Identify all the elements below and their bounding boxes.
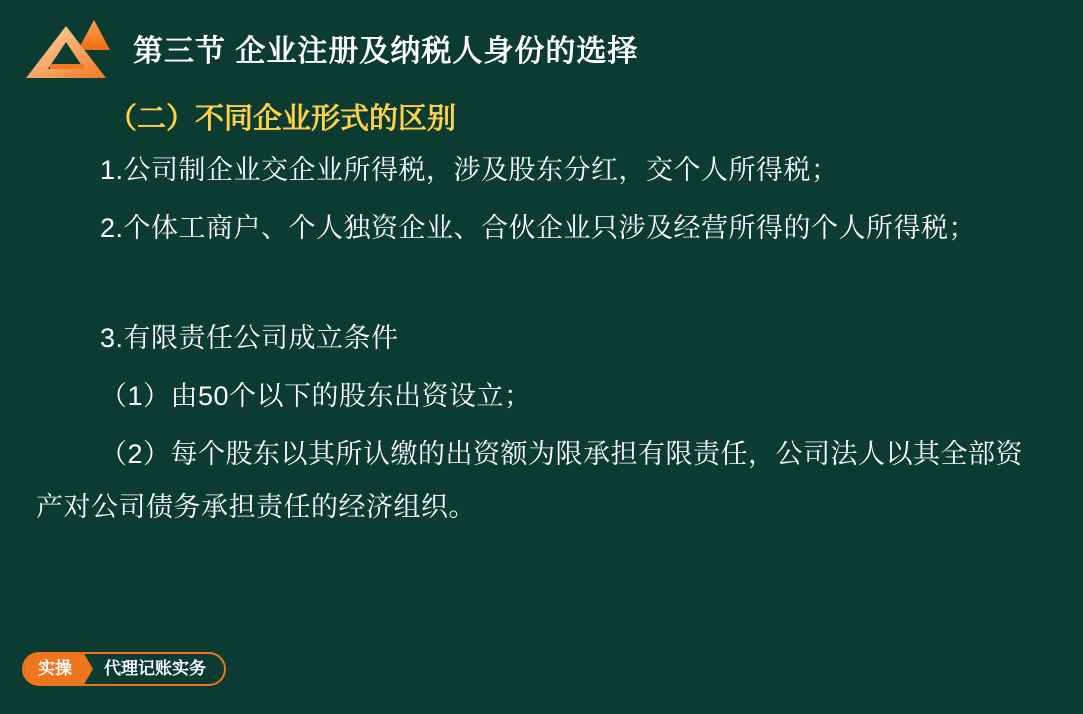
body-paragraph-2: 2.个体工商户、个人独资企业、合伙企业只涉及经营所得的个人所得税； — [100, 213, 977, 243]
badge-primary-label: 实操 — [24, 652, 84, 686]
triangle-mountain-logo-icon — [22, 16, 118, 86]
course-badge — [22, 652, 226, 686]
body-paragraph-4: （1）由50个以下的股东出资设立； — [100, 381, 532, 411]
slide-footer — [22, 652, 226, 686]
body-paragraph-1: 1.公司制企业交企业所得税，涉及股东分红，交个人所得税； — [100, 155, 839, 185]
badge-secondary-label: 代理记账实务 — [104, 659, 206, 678]
body-paragraph-5: （2）每个股东以其所认缴的出资额为限承担有限责任，公司法人以其全部资产对公司债务承担责任的经济组织。 — [36, 439, 1024, 522]
page-title: 第三节 企业注册及纳税人身份的选择 — [133, 35, 639, 68]
slide-header — [0, 0, 1083, 82]
body-paragraph-3: 3.有限责任公司成立条件 — [100, 323, 399, 353]
section-subtitle: （二）不同企业形式的区别 — [108, 103, 457, 135]
